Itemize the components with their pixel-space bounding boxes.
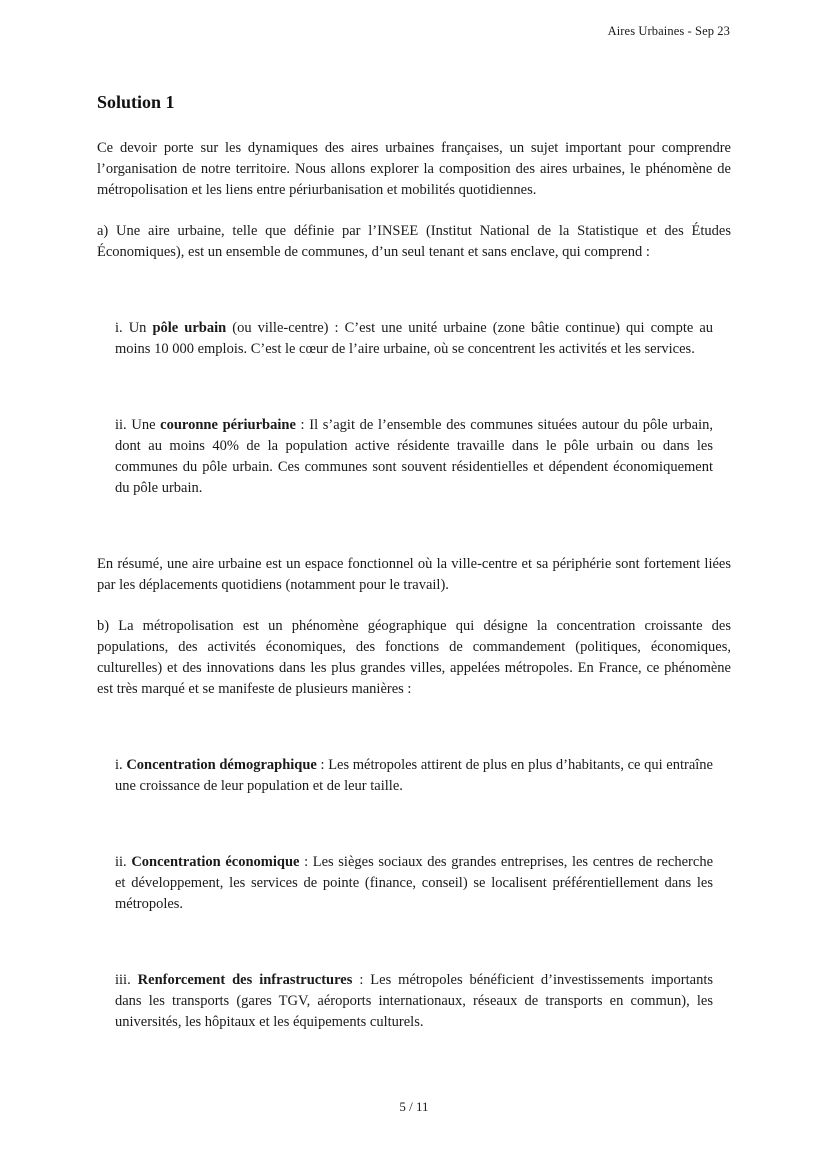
item-term: Concentration économique: [131, 854, 300, 870]
item-term: couronne périurbaine: [160, 417, 296, 433]
item-body: : Il s’agit de l’ensemble des communes situées autour du pôle urbain, dont au moins 40% de la population active résidente travaille dans le pôle urbain ou dans les communes du pôle urbain. Ces communes sont souvent résidentielles et dépendent économiquement du pôle urbain.: [115, 417, 714, 496]
item-prefix: i. Un: [115, 320, 153, 336]
part-a-lead-paragraph: a) Une aire urbaine, telle que définie par l’INSEE (Institut National de la Statistique et des Études Économiques), est un ensemble de communes, d’un seul tenant et sans enclave, qui comprend :: [97, 223, 731, 260]
part-b-item-3: [115, 970, 713, 1033]
part-b-lead-paragraph: b) La métropolisation est un phénomène géographique qui désigne la concentration croissante des populations, des activités économiques, des fonctions de commandement (politiques, économiques, culturelles) et des innovations dans les plus grandes villes, appelées métropoles. En France, ce phénomène est très marqué et se manifeste de plusieurs manières :: [97, 618, 731, 697]
item-prefix: ii. Une: [115, 417, 161, 433]
item-body: (ou ville-centre) : C’est une unité urbaine (zone bâtie continue) qui compte au moins 10 000 emplois. C’est le cœur de l’aire urbaine, où se concentrent les activités et les services.: [115, 320, 714, 357]
item-body: : Les métropoles attirent de plus en plus d’habitants, ce qui entraîne une croissance de leur population et de leur taille.: [115, 757, 713, 794]
running-header: Aires Urbaines - Sep 23: [607, 24, 730, 38]
item-term: Concentration démographique: [126, 757, 317, 773]
part-b-item-1: [115, 755, 713, 797]
part-a-item-2: [115, 415, 713, 499]
section-title: Solution 1: [97, 92, 175, 112]
part-a-item-1: [115, 318, 713, 360]
item-prefix: ii.: [115, 854, 132, 870]
item-term: pôle urbain: [152, 320, 227, 336]
part-a-summary-paragraph: En résumé, une aire urbaine est un espace fonctionnel où la ville-centre et sa périphérie sont fortement liées par les déplacements quotidiens (notamment pour le travail).: [97, 556, 731, 593]
intro-paragraph: Ce devoir porte sur les dynamiques des aires urbaines françaises, un sujet important pour comprendre l’organisation de notre territoire. Nous allons explorer la composition des aires urbaines, le phénomène de métropolisation et les liens entre périurbanisation et mobilités quotidiennes.: [97, 140, 731, 198]
document-content: [97, 92, 731, 1088]
item-body: : Les sièges sociaux des grandes entreprises, les centres de recherche et développement, les services de pointe (finance, conseil) se localisent préférentiellement dans les métropoles.: [115, 854, 714, 912]
item-prefix: iii.: [115, 972, 138, 988]
item-term: Renforcement des infrastructures: [137, 972, 353, 988]
item-prefix: i.: [115, 757, 127, 773]
part-b-item-2: [115, 852, 713, 915]
item-body: : Les métropoles bénéficient d’investissements importants dans les transports (gares TGV, aéroports internationaux, réseaux de transports en commun), les universités, les hôpitaux et les équipements culturels.: [115, 972, 713, 1030]
page-number: 5 / 11: [399, 1099, 429, 1114]
